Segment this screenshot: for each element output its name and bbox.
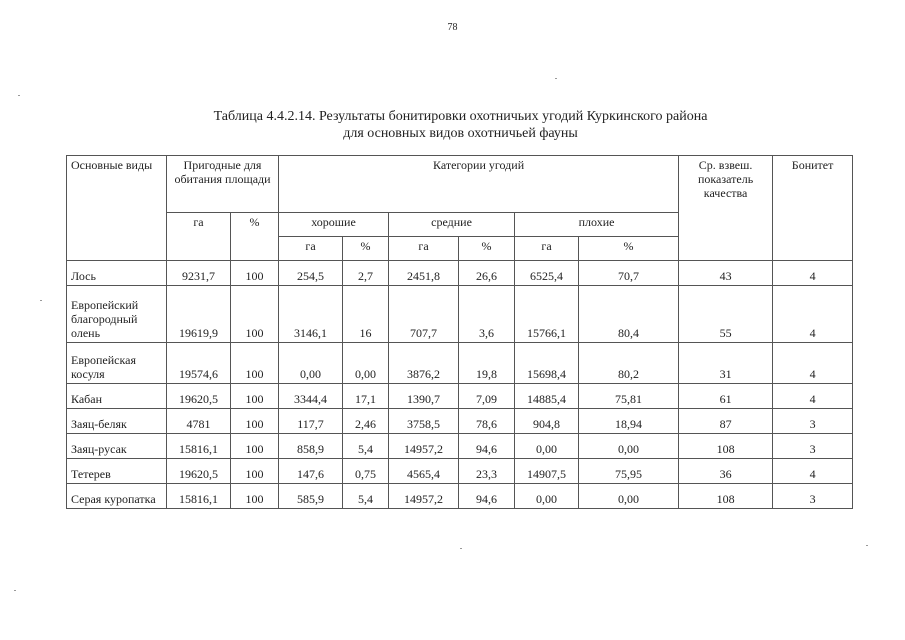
cell-bonitet: 4 <box>773 343 853 384</box>
cell-med-ha: 707,7 <box>389 286 459 343</box>
cell-pct: 100 <box>231 459 279 484</box>
header-poor: плохие <box>515 213 679 237</box>
header-quality-index: Ср. взвеш. показатель качества <box>679 156 773 261</box>
cell-bonitet: 4 <box>773 286 853 343</box>
table-row <box>67 343 853 384</box>
page-number: 78 <box>447 22 458 33</box>
cell-bonitet: 4 <box>773 384 853 409</box>
cell-pct: 100 <box>231 434 279 459</box>
cell-pct: 100 <box>231 286 279 343</box>
header-medium-ha: га <box>389 237 459 261</box>
cell-poor-pct: 0,00 <box>579 434 679 459</box>
scan-speck <box>555 78 557 79</box>
cell-med-ha: 14957,2 <box>389 484 459 509</box>
cell-med-pct: 78,6 <box>459 409 515 434</box>
cell-good-ha: 858,9 <box>279 434 343 459</box>
cell-poor-ha: 15766,1 <box>515 286 579 343</box>
cell-good-pct: 2,46 <box>343 409 389 434</box>
cell-pct: 100 <box>231 384 279 409</box>
cell-pct: 100 <box>231 261 279 286</box>
cell-area: 15816,1 <box>167 484 231 509</box>
cell-quality: 108 <box>679 434 773 459</box>
cell-quality: 61 <box>679 384 773 409</box>
cell-good-pct: 0,75 <box>343 459 389 484</box>
cell-area: 19619,9 <box>167 286 231 343</box>
cell-good-ha: 585,9 <box>279 484 343 509</box>
header-poor-ha: га <box>515 237 579 261</box>
cell-poor-ha: 14907,5 <box>515 459 579 484</box>
cell-area: 4781 <box>167 409 231 434</box>
cell-poor-ha: 904,8 <box>515 409 579 434</box>
cell-med-ha: 2451,8 <box>389 261 459 286</box>
cell-good-ha: 117,7 <box>279 409 343 434</box>
cell-bonitet: 4 <box>773 261 853 286</box>
scan-speck <box>866 545 868 546</box>
cell-bonitet: 3 <box>773 434 853 459</box>
cell-species: Заяц-беляк <box>67 409 167 434</box>
cell-med-pct: 19,8 <box>459 343 515 384</box>
cell-med-pct: 94,6 <box>459 484 515 509</box>
cell-quality: 87 <box>679 409 773 434</box>
cell-area: 19620,5 <box>167 384 231 409</box>
cell-med-pct: 3,6 <box>459 286 515 343</box>
cell-poor-pct: 0,00 <box>579 484 679 509</box>
cell-med-ha: 3758,5 <box>389 409 459 434</box>
cell-quality: 43 <box>679 261 773 286</box>
cell-bonitet: 3 <box>773 409 853 434</box>
cell-good-ha: 0,00 <box>279 343 343 384</box>
cell-pct: 100 <box>231 343 279 384</box>
table-row <box>67 261 853 286</box>
cell-med-pct: 23,3 <box>459 459 515 484</box>
cell-pct: 100 <box>231 484 279 509</box>
cell-species: Кабан <box>67 384 167 409</box>
cell-species: Тетерев <box>67 459 167 484</box>
cell-area: 19574,6 <box>167 343 231 384</box>
header-species: Основные виды <box>67 156 167 261</box>
cell-quality: 55 <box>679 286 773 343</box>
cell-species: Европейская косуля <box>67 343 167 384</box>
cell-good-ha: 3146,1 <box>279 286 343 343</box>
cell-good-pct: 5,4 <box>343 434 389 459</box>
cell-species: Серая куропатка <box>67 484 167 509</box>
cell-med-pct: 94,6 <box>459 434 515 459</box>
table-row <box>67 459 853 484</box>
header-land-categories: Категории угодий <box>279 156 679 213</box>
cell-good-pct: 16 <box>343 286 389 343</box>
header-bonitet: Бонитет <box>773 156 853 261</box>
cell-poor-ha: 6525,4 <box>515 261 579 286</box>
header-poor-pct: % <box>579 237 679 261</box>
cell-quality: 108 <box>679 484 773 509</box>
caption-line-1: Таблица 4.4.2.14. Результаты бонитировки охотничьих угодий Куркинского района <box>213 109 708 124</box>
cell-good-ha: 3344,4 <box>279 384 343 409</box>
cell-med-pct: 7,09 <box>459 384 515 409</box>
cell-poor-pct: 70,7 <box>579 261 679 286</box>
cell-poor-pct: 80,4 <box>579 286 679 343</box>
cell-bonitet: 4 <box>773 459 853 484</box>
header-good-pct: % <box>343 237 389 261</box>
cell-species: Европейский благородный олень <box>67 286 167 343</box>
table-body <box>67 261 853 509</box>
cell-med-ha: 1390,7 <box>389 384 459 409</box>
table-caption <box>0 108 905 142</box>
header-suitable-area: Пригодные для обитания площади <box>167 156 279 213</box>
cell-poor-pct: 18,94 <box>579 409 679 434</box>
cell-good-pct: 17,1 <box>343 384 389 409</box>
cell-poor-ha: 0,00 <box>515 484 579 509</box>
cell-med-ha: 3876,2 <box>389 343 459 384</box>
cell-med-pct: 26,6 <box>459 261 515 286</box>
cell-species: Заяц-русак <box>67 434 167 459</box>
scan-speck <box>40 300 42 301</box>
table-row <box>67 409 853 434</box>
cell-quality: 31 <box>679 343 773 384</box>
cell-area: 15816,1 <box>167 434 231 459</box>
cell-good-pct: 2,7 <box>343 261 389 286</box>
header-suitable-pct: % <box>231 213 279 261</box>
table-row <box>67 286 853 343</box>
header-good: хорошие <box>279 213 389 237</box>
table-row <box>67 434 853 459</box>
table-row <box>67 384 853 409</box>
cell-poor-pct: 75,81 <box>579 384 679 409</box>
cell-poor-pct: 75,95 <box>579 459 679 484</box>
table-row <box>67 484 853 509</box>
cell-poor-ha: 14885,4 <box>515 384 579 409</box>
cell-area: 19620,5 <box>167 459 231 484</box>
cell-good-pct: 0,00 <box>343 343 389 384</box>
cell-good-pct: 5,4 <box>343 484 389 509</box>
cell-bonitet: 3 <box>773 484 853 509</box>
scan-speck <box>460 548 462 549</box>
header-medium: средние <box>389 213 515 237</box>
cell-area: 9231,7 <box>167 261 231 286</box>
cell-species: Лось <box>67 261 167 286</box>
cell-good-ha: 147,6 <box>279 459 343 484</box>
cell-poor-ha: 0,00 <box>515 434 579 459</box>
cell-poor-pct: 80,2 <box>579 343 679 384</box>
header-medium-pct: % <box>459 237 515 261</box>
scan-speck <box>18 95 20 96</box>
header-suitable-ha: га <box>167 213 231 261</box>
caption-line-2: для основных видов охотничьей фауны <box>343 126 578 141</box>
cell-quality: 36 <box>679 459 773 484</box>
scan-speck <box>14 590 16 591</box>
cell-pct: 100 <box>231 409 279 434</box>
cell-poor-ha: 15698,4 <box>515 343 579 384</box>
cell-med-ha: 14957,2 <box>389 434 459 459</box>
cell-good-ha: 254,5 <box>279 261 343 286</box>
bonitet-table <box>66 155 853 509</box>
header-good-ha: га <box>279 237 343 261</box>
cell-med-ha: 4565,4 <box>389 459 459 484</box>
